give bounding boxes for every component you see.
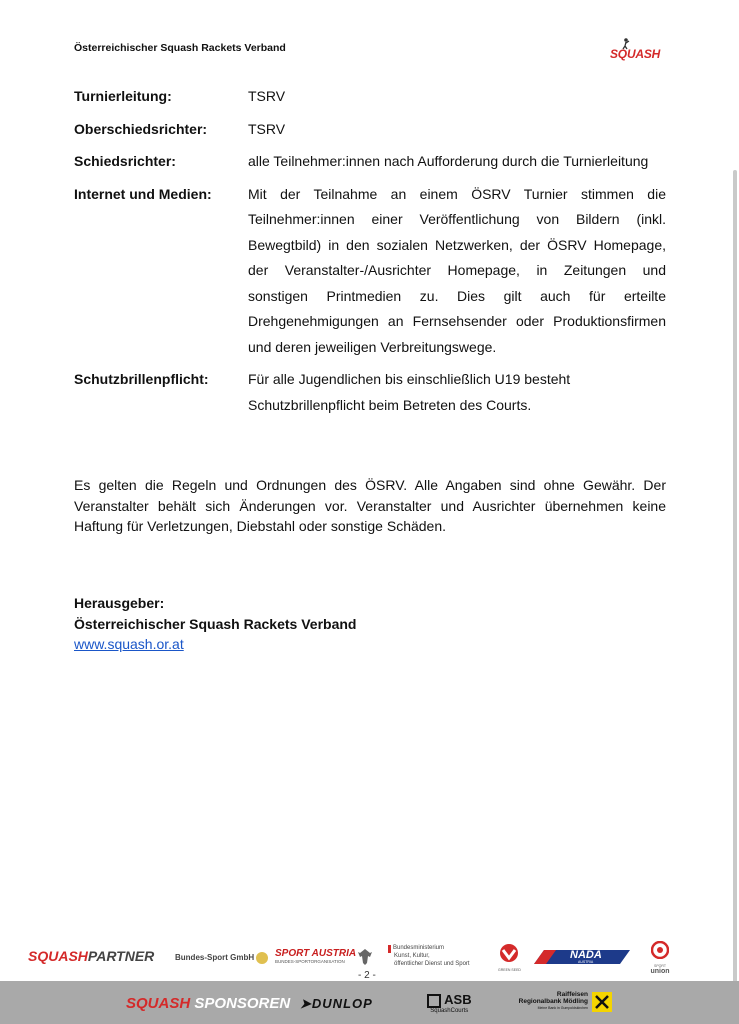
row-value: TSRV (248, 120, 286, 137)
sport-austria-logo (275, 948, 356, 964)
row-label: Turnierleitung: (74, 88, 172, 104)
sportunion-emblem-icon (651, 941, 669, 959)
asb-square-icon (427, 994, 441, 1008)
sport-austria-text: SPORT AUSTRIA (275, 948, 357, 959)
row-schiedsrichter (74, 149, 666, 175)
row-label: Oberschiedsrichter: (74, 120, 208, 137)
bsg-text: Bundes-Sport GmbH (175, 953, 255, 963)
sport-austria-sub: BUNDES-SPORTORGANISATION (275, 959, 345, 964)
sponsor-suffix: SPONSOREN (194, 995, 291, 1012)
dunlop-text: DUNLOP (311, 996, 373, 1011)
page-number: - 2 - (358, 970, 376, 981)
union-line1: SPORT (654, 964, 666, 968)
bm-line3: öffentlicher Dienst und Sport (394, 960, 470, 967)
row-value: alle Teilnehmer:innen nach Aufforderung durch die Turnierleitung (248, 153, 649, 169)
squash-partner-suffix: PARTNER (87, 948, 155, 964)
publisher-link[interactable]: www.squash.or.at (74, 636, 184, 652)
nada-sub: AUSTRIA (578, 960, 594, 964)
asb-text: ASB (444, 992, 472, 1007)
publisher-name: Österreichischer Squash Rackets Verband (74, 615, 357, 632)
row-value: TSRV (248, 88, 286, 104)
austrian-eagle-icon (357, 947, 373, 967)
row-value: Für alle Jugendlichen bis einschließlich U19 besteht Schutzbrillenpflicht beim Betreten des Courts. (248, 371, 571, 413)
asvoe-emblem-icon (498, 943, 520, 963)
raiffeisen-logo (508, 991, 588, 1012)
row-value: Mit der Teilnahme an einem ÖSRV Turnier stimmen die Teilnehmer:innen einer Veröffentlichung von Bildern (inkl. Bewegtbild) in den sozialen Netzwerken, der ÖSRV Homepage, der Veranstalter-/Ausrichter Homepage, in Zeitungen und sonstigen Printmedien zu. Dies gilt auch für erteilte Drehgenehmigungen an Fernsehsender oder Produktionsfirmen und deren jeweiligen Verbreitungswege. (248, 185, 666, 355)
squash-partner-prefix: SQUASH (28, 948, 88, 964)
row-label: Internet und Medien: (74, 185, 212, 202)
union-line2: union (650, 968, 670, 975)
row-turnierleitung (74, 84, 666, 110)
nada-text: NADA (570, 949, 602, 961)
asb-sub: SquashCourts (430, 1007, 469, 1014)
logo-text: SQUASH (610, 47, 661, 61)
sponsor-bar (0, 981, 739, 1024)
row-internet-medien (74, 182, 666, 361)
raiffeisen-line3: Meine Bank in Gumpoldskirchen (537, 1006, 588, 1010)
scrollbar[interactable] (733, 170, 737, 990)
asb-logo (427, 992, 472, 1014)
raiffeisen-line1: Raiffeisen (556, 991, 588, 998)
info-table (74, 84, 666, 425)
dunlop-logo (300, 996, 373, 1012)
row-schutzbrillenpflicht (74, 367, 666, 418)
squash-logo (606, 38, 666, 64)
bsg-emblem-icon (256, 952, 268, 964)
raiffeisen-giebelkreuz-icon (592, 992, 612, 1012)
disclaimer-paragraph: Es gelten die Regeln und Ordnungen des ÖSRV. Alle Angaben sind ohne Gewähr. Der Veranstalter behält sich Änderungen vor. Veranstalter und Ausrichter übernehmen keine Haftung für Verletzungen, Diebstahl oder sonstige Schäden. (74, 477, 666, 534)
bm-line2: Kunst, Kultur, (394, 953, 430, 959)
asvoe-sub: GREEN SEED (498, 968, 521, 972)
bundesministerium-logo (388, 945, 470, 968)
publisher-heading: Herausgeber: (74, 595, 165, 611)
nada-logo (534, 948, 630, 966)
squash-partner-logo (28, 948, 154, 964)
row-label: Schutzbrillenpflicht: (74, 371, 209, 387)
sponsor-prefix: SQUASH (126, 995, 191, 1012)
row-oberschiedsrichter (74, 117, 666, 143)
austria-flag-icon (388, 945, 391, 953)
bsg-logo (175, 952, 268, 964)
raiffeisen-line2: Regionalbank Mödling (518, 998, 588, 1005)
squash-sponsoren-logo (126, 995, 290, 1012)
row-label: Schiedsrichter: (74, 153, 176, 169)
sportunion-logo (646, 941, 674, 975)
header-title: Österreichischer Squash Rackets Verband (74, 42, 286, 54)
asvoe-logo (498, 943, 521, 972)
dunlop-arrow-icon: ➤ (300, 996, 312, 1011)
bm-line1: Bundesministerium (393, 945, 445, 951)
publisher-block (74, 593, 356, 655)
